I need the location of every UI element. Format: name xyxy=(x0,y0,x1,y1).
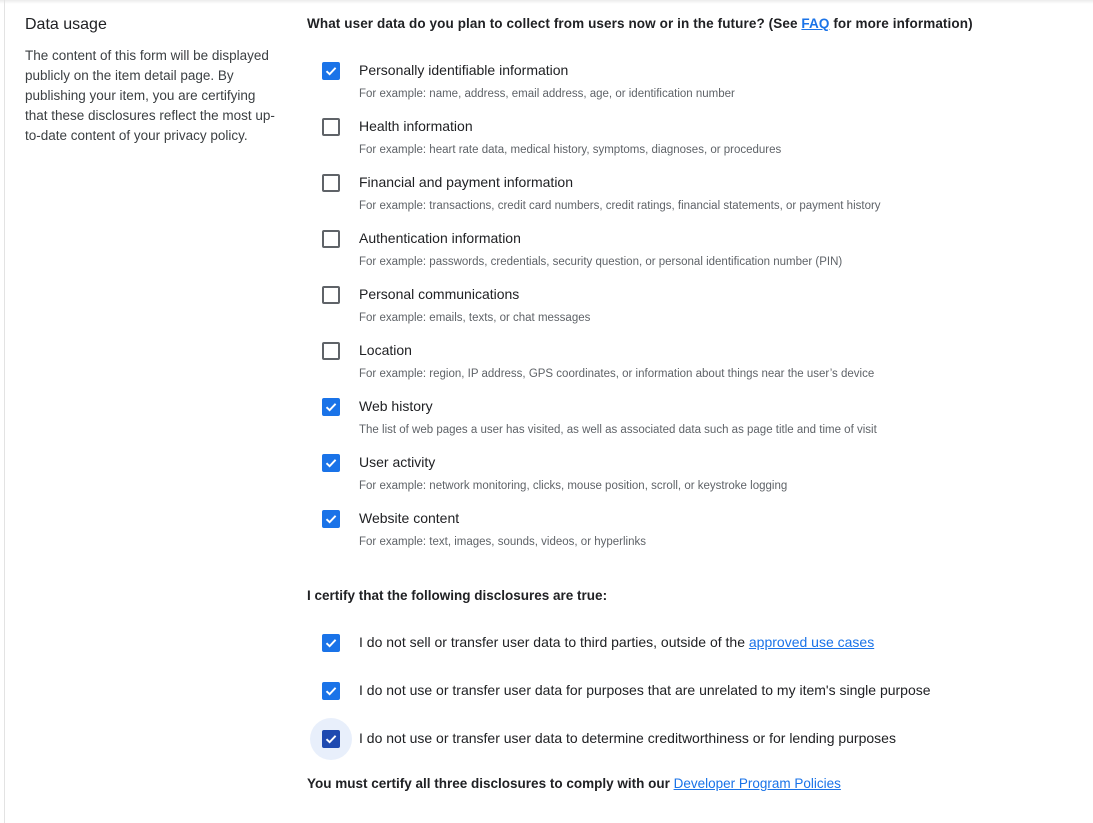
data-type-label: Health information xyxy=(359,118,473,134)
check-icon xyxy=(324,636,338,650)
data-type-description: For example: emails, texts, or chat messages xyxy=(359,312,591,324)
data-type-item[interactable] xyxy=(307,60,1077,116)
footer-text: You must certify all three disclosures to comply with our xyxy=(307,776,674,791)
data-type-description: For example: network monitoring, clicks, mouse position, scroll, or keystroke logging xyxy=(359,480,788,492)
data-type-label: Personally identifiable information xyxy=(359,62,569,78)
check-icon xyxy=(324,456,338,470)
certify-title: I certify that the following disclosures are true: xyxy=(307,588,608,603)
checkbox-personally-identifiable-info[interactable] xyxy=(322,62,340,80)
question-suffix: for more information) xyxy=(829,16,973,31)
checkbox-authentication-info[interactable] xyxy=(322,230,340,248)
checkbox-no-unrelated-use[interactable] xyxy=(322,682,340,700)
check-icon xyxy=(324,684,338,698)
approved-use-cases-link[interactable]: approved use cases xyxy=(748,634,875,650)
certification-item[interactable] xyxy=(307,632,1077,680)
checkbox-personal-communications[interactable] xyxy=(322,286,340,304)
checkbox-website-content[interactable] xyxy=(322,510,340,528)
certification-list xyxy=(307,632,1077,776)
question-prefix: What user data do you plan to collect from users now or in the future? (See xyxy=(307,16,802,31)
certification-item[interactable] xyxy=(307,728,1077,776)
data-collection-question xyxy=(307,14,1077,34)
faq-link[interactable]: FAQ xyxy=(801,16,830,31)
check-icon xyxy=(324,400,338,414)
data-type-item[interactable] xyxy=(307,396,1077,452)
data-type-item[interactable] xyxy=(307,508,1077,564)
checkbox-web-history[interactable] xyxy=(322,398,340,416)
certification-label xyxy=(359,632,874,652)
main-form xyxy=(307,14,1077,791)
checkbox-user-activity[interactable] xyxy=(322,454,340,472)
data-type-description: For example: passwords, credentials, security question, or personal identification number (PIN) xyxy=(359,256,843,268)
data-type-label: Website content xyxy=(359,510,460,526)
data-type-item[interactable] xyxy=(307,228,1077,284)
data-type-list xyxy=(307,60,1077,564)
data-type-label: Authentication information xyxy=(359,230,521,246)
checkbox-health-info[interactable] xyxy=(322,118,340,136)
certification-label: I do not use or transfer user data to determine creditworthiness or for lending purposes xyxy=(359,730,896,746)
developer-program-policies-link[interactable]: Developer Program Policies xyxy=(673,776,841,791)
data-type-description: For example: region, IP address, GPS coordinates, or information about things near the user’s device xyxy=(359,368,875,380)
checkbox-no-creditworthiness[interactable] xyxy=(322,730,340,748)
data-type-label: Web history xyxy=(359,398,433,414)
data-type-item[interactable] xyxy=(307,452,1077,508)
checkbox-no-sell-transfer[interactable] xyxy=(322,634,340,652)
check-icon xyxy=(324,512,338,526)
section-title: Data usage xyxy=(25,16,107,33)
top-shadow xyxy=(0,0,1093,4)
data-type-description: For example: transactions, credit card numbers, credit ratings, financial statements, or payment history xyxy=(359,200,881,212)
data-type-description: For example: heart rate data, medical history, symptoms, diagnoses, or procedures xyxy=(359,144,782,156)
data-type-label: Location xyxy=(359,342,412,358)
checkbox-location[interactable] xyxy=(322,342,340,360)
data-type-description: The list of web pages a user has visited, as well as associated data such as page title and time of visit xyxy=(359,424,877,436)
data-type-item[interactable] xyxy=(307,116,1077,172)
data-type-label: Personal communications xyxy=(359,286,520,302)
data-type-item[interactable] xyxy=(307,340,1077,396)
sidebar xyxy=(25,14,275,146)
check-icon xyxy=(324,732,338,746)
data-type-item[interactable] xyxy=(307,172,1077,228)
data-type-description: For example: name, address, email address, age, or identification number xyxy=(359,88,735,100)
certification-label: I do not use or transfer user data for purposes that are unrelated to my item's single purpose xyxy=(359,682,931,698)
checkbox-financial-info[interactable] xyxy=(322,174,340,192)
data-type-item[interactable] xyxy=(307,284,1077,340)
data-type-label: Financial and payment information xyxy=(359,174,574,190)
data-type-description: For example: text, images, sounds, videos, or hyperlinks xyxy=(359,536,646,548)
certify-footer-note xyxy=(307,774,841,794)
check-icon xyxy=(324,64,338,78)
left-border xyxy=(4,0,5,823)
certification-item[interactable] xyxy=(307,680,1077,728)
section-description: The content of this form will be displayed publicly on the item detail page. By publishing your item, you are certifying that these disclosures reflect the most up-to-date content of your privacy policy. xyxy=(25,48,275,143)
data-type-label: User activity xyxy=(359,454,436,470)
certification-text: I do not sell or transfer user data to third parties, outside of the xyxy=(359,634,749,650)
